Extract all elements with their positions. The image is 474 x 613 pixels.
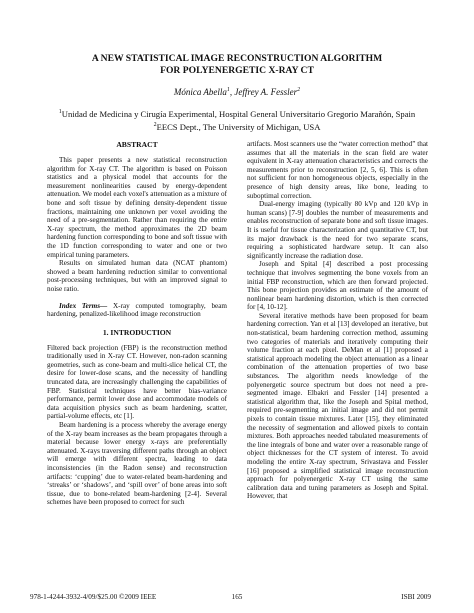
affil-mark: 1 [58,109,62,115]
author-affil-mark: 2 [297,87,301,93]
affiliation-line [30,120,444,133]
abstract-heading: ABSTRACT [116,140,158,149]
body-paragraph: Dual-energy imaging (typically 80 kVp and 120 kVp in human scans) [7-9] doubles the number of measurements and enables reconstruction of separate bone and soft tissue images. It is useful for tissue characterization and quantitative CT, but its major drawback is the need for two separate scans, requiring a sophisticated hardware setup. It can also significantly increase the radiation dose. [247,200,428,260]
affil-mark: 2 [153,121,157,128]
paper-title [40,53,434,77]
index-terms-text: X-ray computed tomography, beam hardening, penalized-likelihood image reconstruction [47,301,228,319]
footer-page-number: 165 [231,593,243,601]
body-paragraph: Filtered back projection (FBP) is the reconstruction method traditionally used in X-ray CT. However, non-radon scanning geometries, such as cone-beam and multi-slice helical CT, the desire for lower-dose scans, and the necessity of handling truncated data, are increasingly challenging the capabilities of FBP. Statistical techniques have better bias-variance performance, permit lower dose and accommodate models of data acquisition physics such as beam hardening, scatter, partial-volume effects, etc [1]. [47,343,227,421]
footer-copyright: 978-1-4244-3932-4/09/$25.00 ©2009 IEEE [30,593,157,601]
author-separator: , [229,87,235,97]
abstract-paragraph: This paper presents a new statistical reconstruction algorithm for X-ray CT. The algorithm is based on Poisson statistics and a physical model that accounts for the measurement nonlinearities caused by energy-dependent attenuation. We model each voxel's attenuation as a mixture of bone and soft tissue by defining density-dependent tissue fractions, maintaining one unknown per voxel avoiding the need of a pre-segmentation. Rather than requiring the entire X-ray spectrum, the method approximates the 2D beam hardening function corresponding to bone and soft tissue with the 1D function corresponding to water and one or two empirical tuning parameters. [47,156,227,259]
right-column [247,140,428,501]
author-name: Jeffrey A. Fessler [234,87,298,97]
title-line-1: A NEW STATISTICAL IMAGE RECONSTRUCTION ALGORITHM [91,53,383,64]
index-terms [47,302,227,319]
author-name: Mónica Abella [173,87,227,97]
left-column [47,140,227,507]
footer-conference: ISBI 2009 [401,593,431,601]
body-paragraph: Beam hardening is a process whereby the average energy of the X-ray beam increases as the beam propagates through a material because lower energy x-rays are preferentially attenuated. X-rays traversing different paths through an object will emerge with different spectra, leading to data inconsistencies (in the Radon sense) and reconstruction artifacts: ‘cupping’ due to water-related beam-hardening and ‘streaks’ or ‘shadows’, and ‘spill over’ of bone areas into soft tissue, due to bone-related beam-hardening [2-4]. Several schemes have been proposed to correct for such [47,421,227,507]
author-list [40,84,434,98]
affiliation-line [30,107,444,120]
index-terms-label: Index Terms— [59,301,108,310]
affiliations [30,107,444,133]
body-paragraph: Several iterative methods have been proposed for beam hardening correction. Yan et al [13] developed an iterative, but non-statistical, beam hardening correction method, assuming two categories of materials and iteratively computing their volume fraction at each pixel. DeMan et al [1] proposed a statistical approach modeling the object attenuation as a linear combination of the attenuation properties of two base substances. The algorithm needs knowledge of the polyenergetic source spectrum but does not need a pre-segmented image. Elbakri and Fessler [14] presented a statistical algorithm that, like the Joseph and Spital method, required pre-segmenting an initial image and did not permit pixels to contain tissue mixtures. Later [15], they eliminated the necessity of segmentation and allowed pixels to contain mixtures. Both approaches needed tabulated measurements of the line integrals of bone and water over a reasonable range of object thicknesses for the CT system of interest. To avoid modeling the entire X-ray spectrum, Srivastava and Fessler [16] proposed a simplified statistical image reconstruction approach for polyenergetic X-ray CT using the same calibration data and tuning parameters as Joseph and Spital. However, that [247,311,428,501]
section-heading-introduction: 1. INTRODUCTION [102,327,172,337]
abstract-paragraph: Results on simulated human data (NCAT phantom) showed a beam hardening reduction similar to conventional post-processing techniques, but with an improved signal to noise ratio. [47,259,227,293]
body-paragraph: artifacts. Most scanners use the “water correction method” that assumes that all the materials in the scan field are water equivalent in X-ray attenuation characteristics and corrects the measurements prior to reconstruction [2, 5, 6]. This is often not sufficient for non homogeneous objects, especially in the presence of high density areas, like bone, leading to suboptimal correction. [247,140,429,200]
affiliation-text: Unidad de Medicina y Cirugía Experimental, Hospital General Universitario Gregorio Marañón, Spain [61,108,416,119]
title-line-2: FOR POLYENERGETIC X-RAY CT [160,65,314,76]
author-affil-mark: 1 [226,87,230,93]
affiliation-text: EECS Dept., The University of Michigan, USA [156,121,321,132]
body-paragraph: Joseph and Spital [4] described a post processing technique that involves segmenting the bone voxels from an initial FBP reconstruction, which are then forward projected. This bone projection provides an estimate of the amount of nonlinear beam hardening distortion, which is then corrected for [4, 10-12]. [247,260,428,312]
